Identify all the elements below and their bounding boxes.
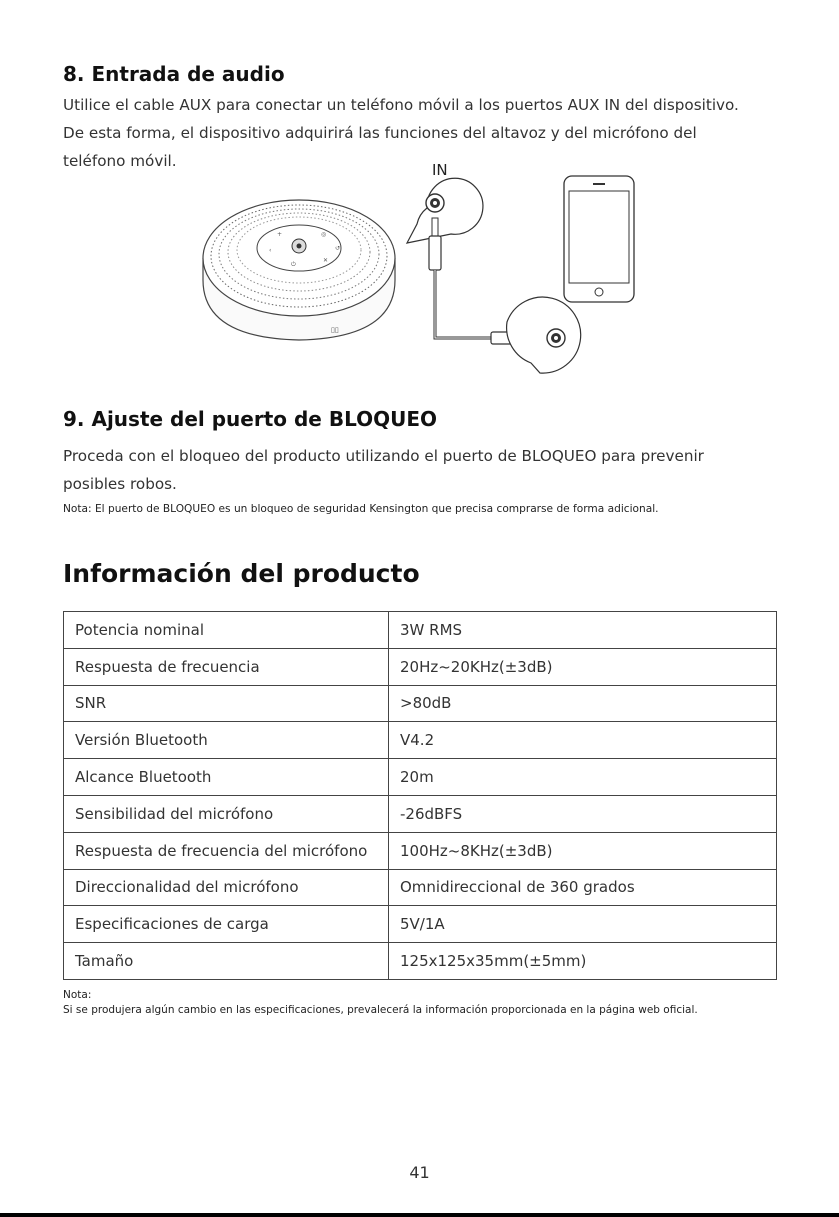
footnote	[63, 988, 698, 1018]
product-info-title: Información del producto	[63, 559, 420, 588]
spec-value-cell: -26dBFS	[389, 795, 777, 832]
in-port-label: IN	[432, 161, 448, 179]
spec-row	[64, 722, 777, 759]
spec-value-cell: 20Hz~20KHz(±3dB)	[389, 648, 777, 685]
spec-row	[64, 832, 777, 869]
spec-row	[64, 795, 777, 832]
spec-value-cell: Omnidireccional de 360 grados	[389, 869, 777, 906]
spec-row	[64, 648, 777, 685]
section-8-line-1: Utilice el cable AUX para conectar un teléfono móvil a los puertos AUX IN del dispositivo.	[63, 96, 739, 114]
mobile-phone-illustration	[564, 176, 634, 302]
aux-cable	[435, 270, 505, 338]
spec-row	[64, 685, 777, 722]
section-9-line-1: Proceda con el bloqueo del producto utilizando el puerto de BLOQUEO para prevenir	[63, 447, 704, 465]
spec-row	[64, 612, 777, 649]
footnote-text: Si se produjera algún cambio en las especificaciones, prevalecerá la información proporcionada en la página web oficial.	[63, 1004, 698, 1016]
spec-table	[63, 611, 777, 980]
speakerphone-illustration	[203, 200, 395, 340]
spec-value-cell: 100Hz~8KHz(±3dB)	[389, 832, 777, 869]
spec-name-cell: SNR	[64, 685, 389, 722]
section-9-body	[63, 442, 777, 498]
svg-text:‹: ‹	[269, 247, 272, 254]
spec-name-cell: Direccionalidad del micrófono	[64, 869, 389, 906]
spec-name-cell: Versión Bluetooth	[64, 722, 389, 759]
phone-jack-callout	[507, 297, 581, 373]
section-8-title: 8. Entrada de audio	[63, 62, 285, 86]
svg-text:↺: ↺	[335, 245, 341, 252]
spec-value-cell: 20m	[389, 759, 777, 796]
spec-name-cell: Tamaño	[64, 943, 389, 980]
kensington-note: Nota: El puerto de BLOQUEO es un bloqueo de seguridad Kensington que precisa comprarse de forma adicional.	[63, 503, 659, 515]
spec-row	[64, 906, 777, 943]
section-8-line-3: teléfono móvil.	[63, 152, 177, 170]
spec-name-cell: Especificaciones de carga	[64, 906, 389, 943]
page-number: 41	[409, 1163, 430, 1182]
section-8-line-2: De esta forma, el dispositivo adquirirá las funciones del altavoz y del micrófono del	[63, 124, 697, 142]
spec-name-cell: Alcance Bluetooth	[64, 759, 389, 796]
spec-value-cell: >80dB	[389, 685, 777, 722]
spec-row	[64, 943, 777, 980]
section-9-title: 9. Ajuste del puerto de BLOQUEO	[63, 407, 438, 431]
spec-name-cell: Potencia nominal	[64, 612, 389, 649]
svg-text:✕: ✕	[323, 257, 329, 264]
footnote-label: Nota:	[63, 989, 92, 1001]
spec-value-cell: 3W RMS	[389, 612, 777, 649]
spec-row	[64, 869, 777, 906]
spec-value-cell: 5V/1A	[389, 906, 777, 943]
spec-row	[64, 759, 777, 796]
spec-name-cell: Respuesta de frecuencia	[64, 648, 389, 685]
aux-connection-diagram	[195, 158, 645, 383]
spec-name-cell: Respuesta de frecuencia del micrófono	[64, 832, 389, 869]
svg-text:+: +	[277, 231, 283, 238]
spec-name-cell: Sensibilidad del micrófono	[64, 795, 389, 832]
spec-value-cell: 125x125x35mm(±5mm)	[389, 943, 777, 980]
svg-text:⏻: ⏻	[291, 261, 296, 268]
svg-text:◎: ◎	[321, 231, 327, 238]
bottom-rule	[0, 1213, 839, 1217]
svg-text:▯▯: ▯▯	[331, 326, 339, 334]
section-9-line-2: posibles robos.	[63, 475, 177, 493]
in-port-callout	[407, 178, 483, 243]
spec-value-cell: V4.2	[389, 722, 777, 759]
aux-plug-top	[429, 236, 441, 270]
